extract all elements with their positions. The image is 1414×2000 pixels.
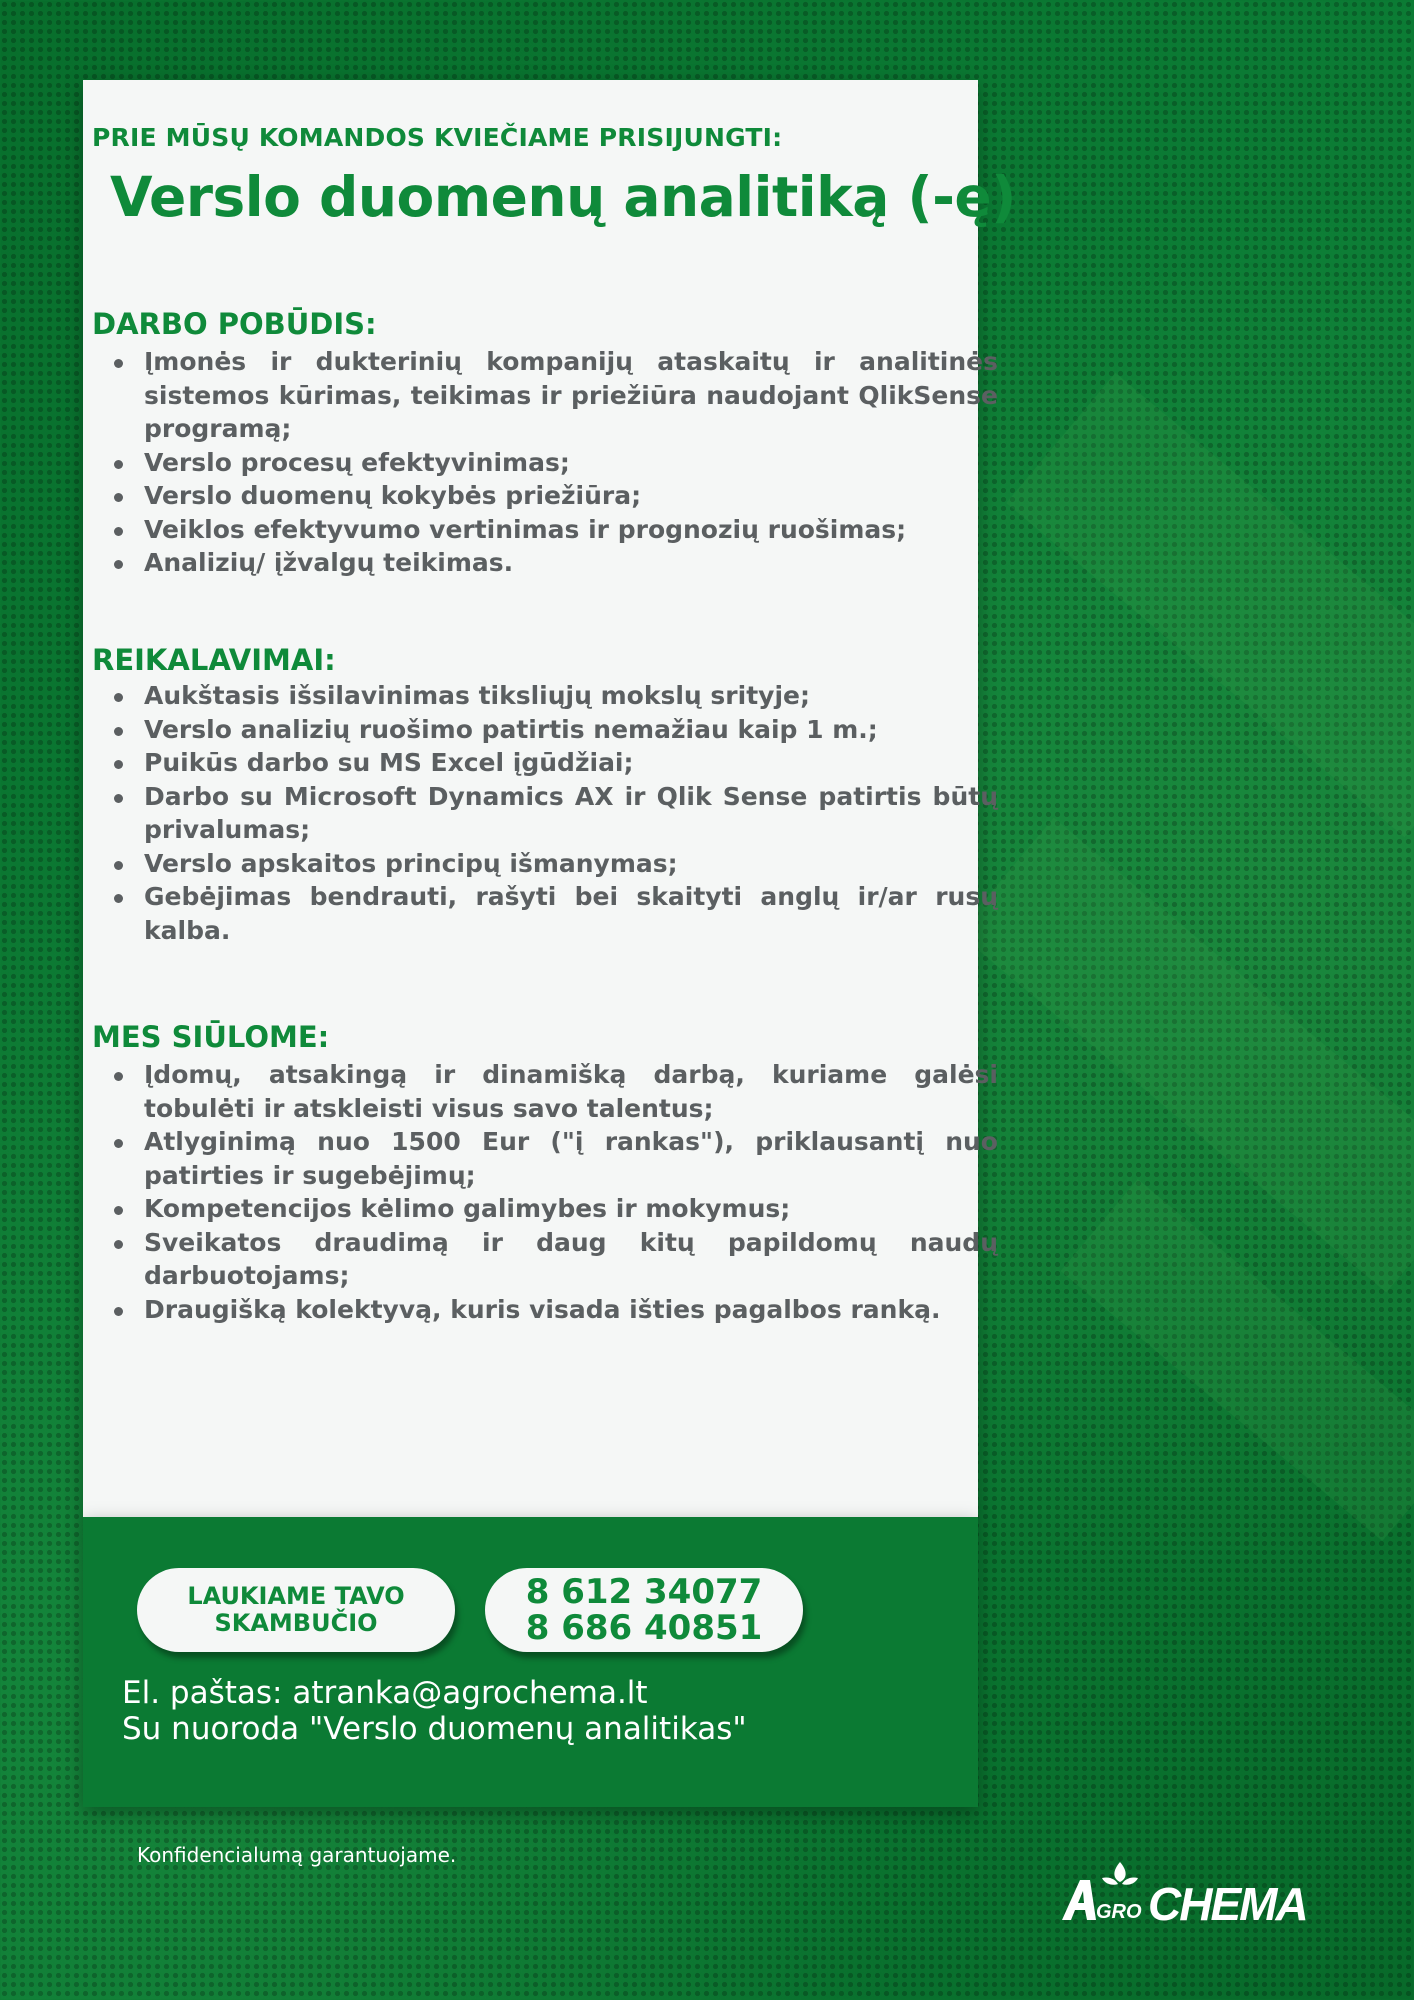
list-item: Draugišką kolektyvą, kuris visada išties pagalbos ranką. [144,1293,998,1327]
bullet-icon [114,493,123,502]
email-link[interactable]: atranka@agrochema.lt [292,1675,648,1711]
bullet-icon [114,794,123,803]
bullet-icon [114,560,123,569]
call-us-line1: LAUKIAME TAVO [187,1582,405,1610]
section-heading-requirements: REIKALAVIMAI: [92,643,336,677]
list-item: Atlyginimą nuo 1500 Eur ("į rankas"), priklausantį nuo patirties ir sugebėjimų; [144,1125,998,1192]
list-item: Verslo analizių ruošimo patirtis nemažiau kaip 1 m.; [144,713,998,747]
phone-number-1[interactable]: 8 612 34077 [525,1572,763,1612]
leaf-drop-icon [1102,1862,1138,1885]
requirements-list [110,679,998,947]
section-heading-duties: DARBO POBŪDIS: [92,307,377,341]
bullet-icon [114,359,123,368]
bullet-icon [114,1206,123,1215]
phone-numbers-badge [485,1568,803,1652]
bullet-icon [114,727,123,736]
bullet-icon [114,527,123,536]
phone-number-2[interactable]: 8 686 40851 [525,1608,763,1648]
bullet-icon [114,1240,123,1249]
list-item: Kompetencijos kėlimo galimybes ir mokymus; [144,1192,998,1226]
bullet-icon [114,760,123,769]
logo-text-agro: GRO [1096,1901,1142,1923]
call-us-line2: SKAMBUČIO [214,1609,378,1637]
email-label: El. paštas: [122,1675,293,1711]
list-item: Sveikatos draudimą ir daug kitų papildomų naudų darbuotojams; [144,1226,998,1293]
bullet-icon [114,460,123,469]
contact-info [122,1675,747,1747]
reference-note: Su nuoroda "Verslo duomenų analitikas" [122,1711,747,1747]
list-item: Gebėjimas bendrauti, rašyti bei skaityti anglų ir/ar rusų kalba. [144,880,998,947]
list-item: Aukštasis išsilavinimas tiksliųjų mokslų srityje; [144,679,998,713]
list-item: Analizių/ įžvalgų teikimas. [144,546,998,580]
list-item: Verslo procesų efektyvinimas; [144,446,998,480]
list-item: Įmonės ir dukterinių kompanijų ataskaitų ir analitinės sistemos kūrimas, teikimas ir priežiūra naudojant QlikSense programą; [144,345,998,446]
bullet-icon [114,894,123,903]
confidentiality-note: Konfidencialumą garantuojame. [137,1843,457,1867]
bullet-icon [114,861,123,870]
bullet-icon [114,1139,123,1148]
duties-list [110,345,998,580]
list-item: Puikūs darbo su MS Excel įgūdžiai; [144,746,998,780]
page-title: Verslo duomenų analitiką (-ę) [110,165,1016,229]
offer-list [110,1058,998,1326]
bullet-icon [114,1307,123,1316]
pre-title: PRIE MŪSŲ KOMANDOS KVIEČIAME PRISIJUNGTI: [92,123,783,152]
bullet-icon [114,693,123,702]
list-item: Verslo apskaitos principų išmanymas; [144,847,998,881]
agrochema-logo [1058,1858,1340,1928]
list-item: Darbo su Microsoft Dynamics AX ir Qlik Sense patirtis būtų privalumas; [144,780,998,847]
contact-footer [83,1517,978,1807]
section-heading-offer: MES SIŪLOME: [92,1020,330,1054]
call-us-badge [137,1568,455,1652]
list-item: Verslo duomenų kokybės priežiūra; [144,479,998,513]
list-item: Įdomų, atsakingą ir dinamišką darbą, kuriame galėsi tobulėti ir atskleisti visus savo talentus; [144,1058,998,1125]
logo-text-chema: CHEMA [1148,1878,1307,1928]
background-stripe [1006,373,1414,837]
bullet-icon [114,1072,123,1081]
list-item: Veiklos efektyvumo vertinimas ir prognozių ruošimas; [144,513,998,547]
